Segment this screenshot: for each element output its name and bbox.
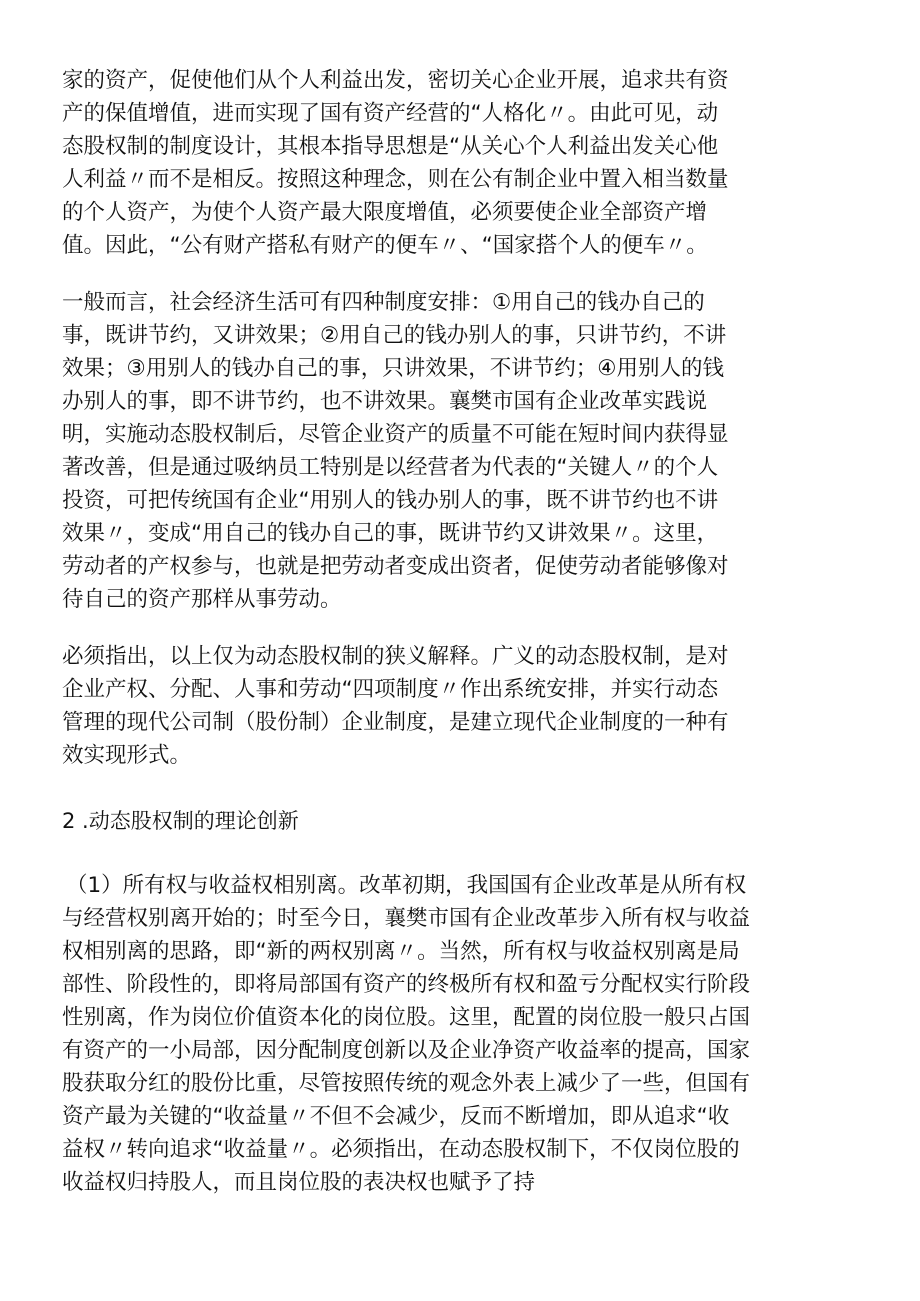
paragraph-2-line: 待自己的资产那样从事劳动。 [62,587,342,612]
paragraph-2-line: 明，实施动态股权制后，尽管企业资产的质量不可能在短时间内获得显 [62,422,729,447]
paragraph-1-line: 态股权制的制度设计，其根本指导思想是“从关心个人利益出发关心他 [62,134,719,159]
paragraph-4-line: 性别离，作为岗位价值资本化的岗位股。这里，配置的岗位股一般只占国 [62,1005,751,1030]
paragraph-2-line: 事，既讲节约，又讲效果；②用自己的钱办别人的事，只讲节约，不讲 [62,323,727,348]
paragraph-2-line: 投资，可把传统国有企业“用别人的钱办别人的事，既不讲节约也不讲 [62,488,719,513]
paragraph-2-line: 效果；③用别人的钱办自己的事，只讲效果，不讲节约；④用别人的钱 [62,356,725,381]
paragraph-1-line: 的个人资产，为使个人资产最大限度增值，必须要使企业全部资产增 [62,200,708,225]
paragraph-1-line: 值。因此，“公有财产搭私有财产的便车〃、“国家搭个人的便车〃。 [62,233,708,258]
paragraph-4-line: 益权〃转向追求“收益量〃。必须指出，在动态股权制下，不仅岗位股的 [62,1137,740,1162]
paragraph-4-line: 资产最为关键的“收益量〃不但不会减少，反而不断增加，即从追求“收 [62,1104,730,1129]
paragraph-3-line: 管理的现代公司制（股份制）企业制度，是建立现代企业制度的一种有 [62,710,729,735]
paragraph-2-line: 劳动者的产权参与，也就是把劳动者变成出资者，促使劳动者能够像对 [62,554,729,579]
paragraph-4-line: 权相别离的思路，即“新的两权别离〃。当然，所有权与收益权别离是局 [62,939,740,964]
paragraph-2-line: 办别人的事，即不讲节约，也不讲效果。襄樊市国有企业改革实践说 [62,389,708,414]
paragraph-4-line: 股获取分红的股份比重，尽管按照传统的观念外表上减少了一些，但国有 [62,1071,751,1096]
paragraph-3-line: 效实现形式。 [62,743,192,768]
paragraph-4-line: 收益权归持股人，而且岗位股的表决权也赋予了持 [62,1170,536,1195]
paragraph-4-line: 有资产的一小局部，因分配制度创新以及企业净资产收益率的提高，国家 [62,1038,751,1063]
section-heading: 2 .动态股权制的理论创新 [62,809,299,833]
paragraph-3-line: 企业产权、分配、人事和劳动“四项制度〃作出系统安排，并实行动态 [62,677,719,702]
paragraph-1-line: 人利益〃而不是相反。按照这种理念，则在公有制企业中置入相当数量 [62,167,729,192]
paragraph-4-line: 与经营权别离开始的；时至今日，襄樊市国有企业改革步入所有权与收益 [62,906,751,931]
paragraph-2-line: 效果〃，变成“用自己的钱办自己的事，既讲节约又讲效果〃。这里， [62,521,719,546]
paragraph-2-line: 一般而言，社会经济生活可有四种制度安排：①用自己的钱办自己的 [62,290,705,315]
paragraph-3-line: 必须指出，以上仅为动态股权制的狭义解释。广义的动态股权制，是对 [62,644,729,669]
paragraph-1-line: 产的保值增值，进而实现了国有资产经营的“人格化〃。由此可见，动 [62,101,719,126]
paragraph-1-line: 家的资产，促使他们从个人利益出发，密切关心企业开展，追求共有资 [62,68,729,93]
paragraph-4-line: 部性、阶段性的，即将局部国有资产的终极所有权和盈亏分配权实行阶段 [62,972,751,997]
paragraph-2-line: 著改善，但是通过吸纳员工特别是以经营者为代表的“关键人〃的个人 [62,455,719,480]
paragraph-4-line: （1）所有权与收益权相别离。改革初期，我国国有企业改革是从所有权 [66,873,747,898]
